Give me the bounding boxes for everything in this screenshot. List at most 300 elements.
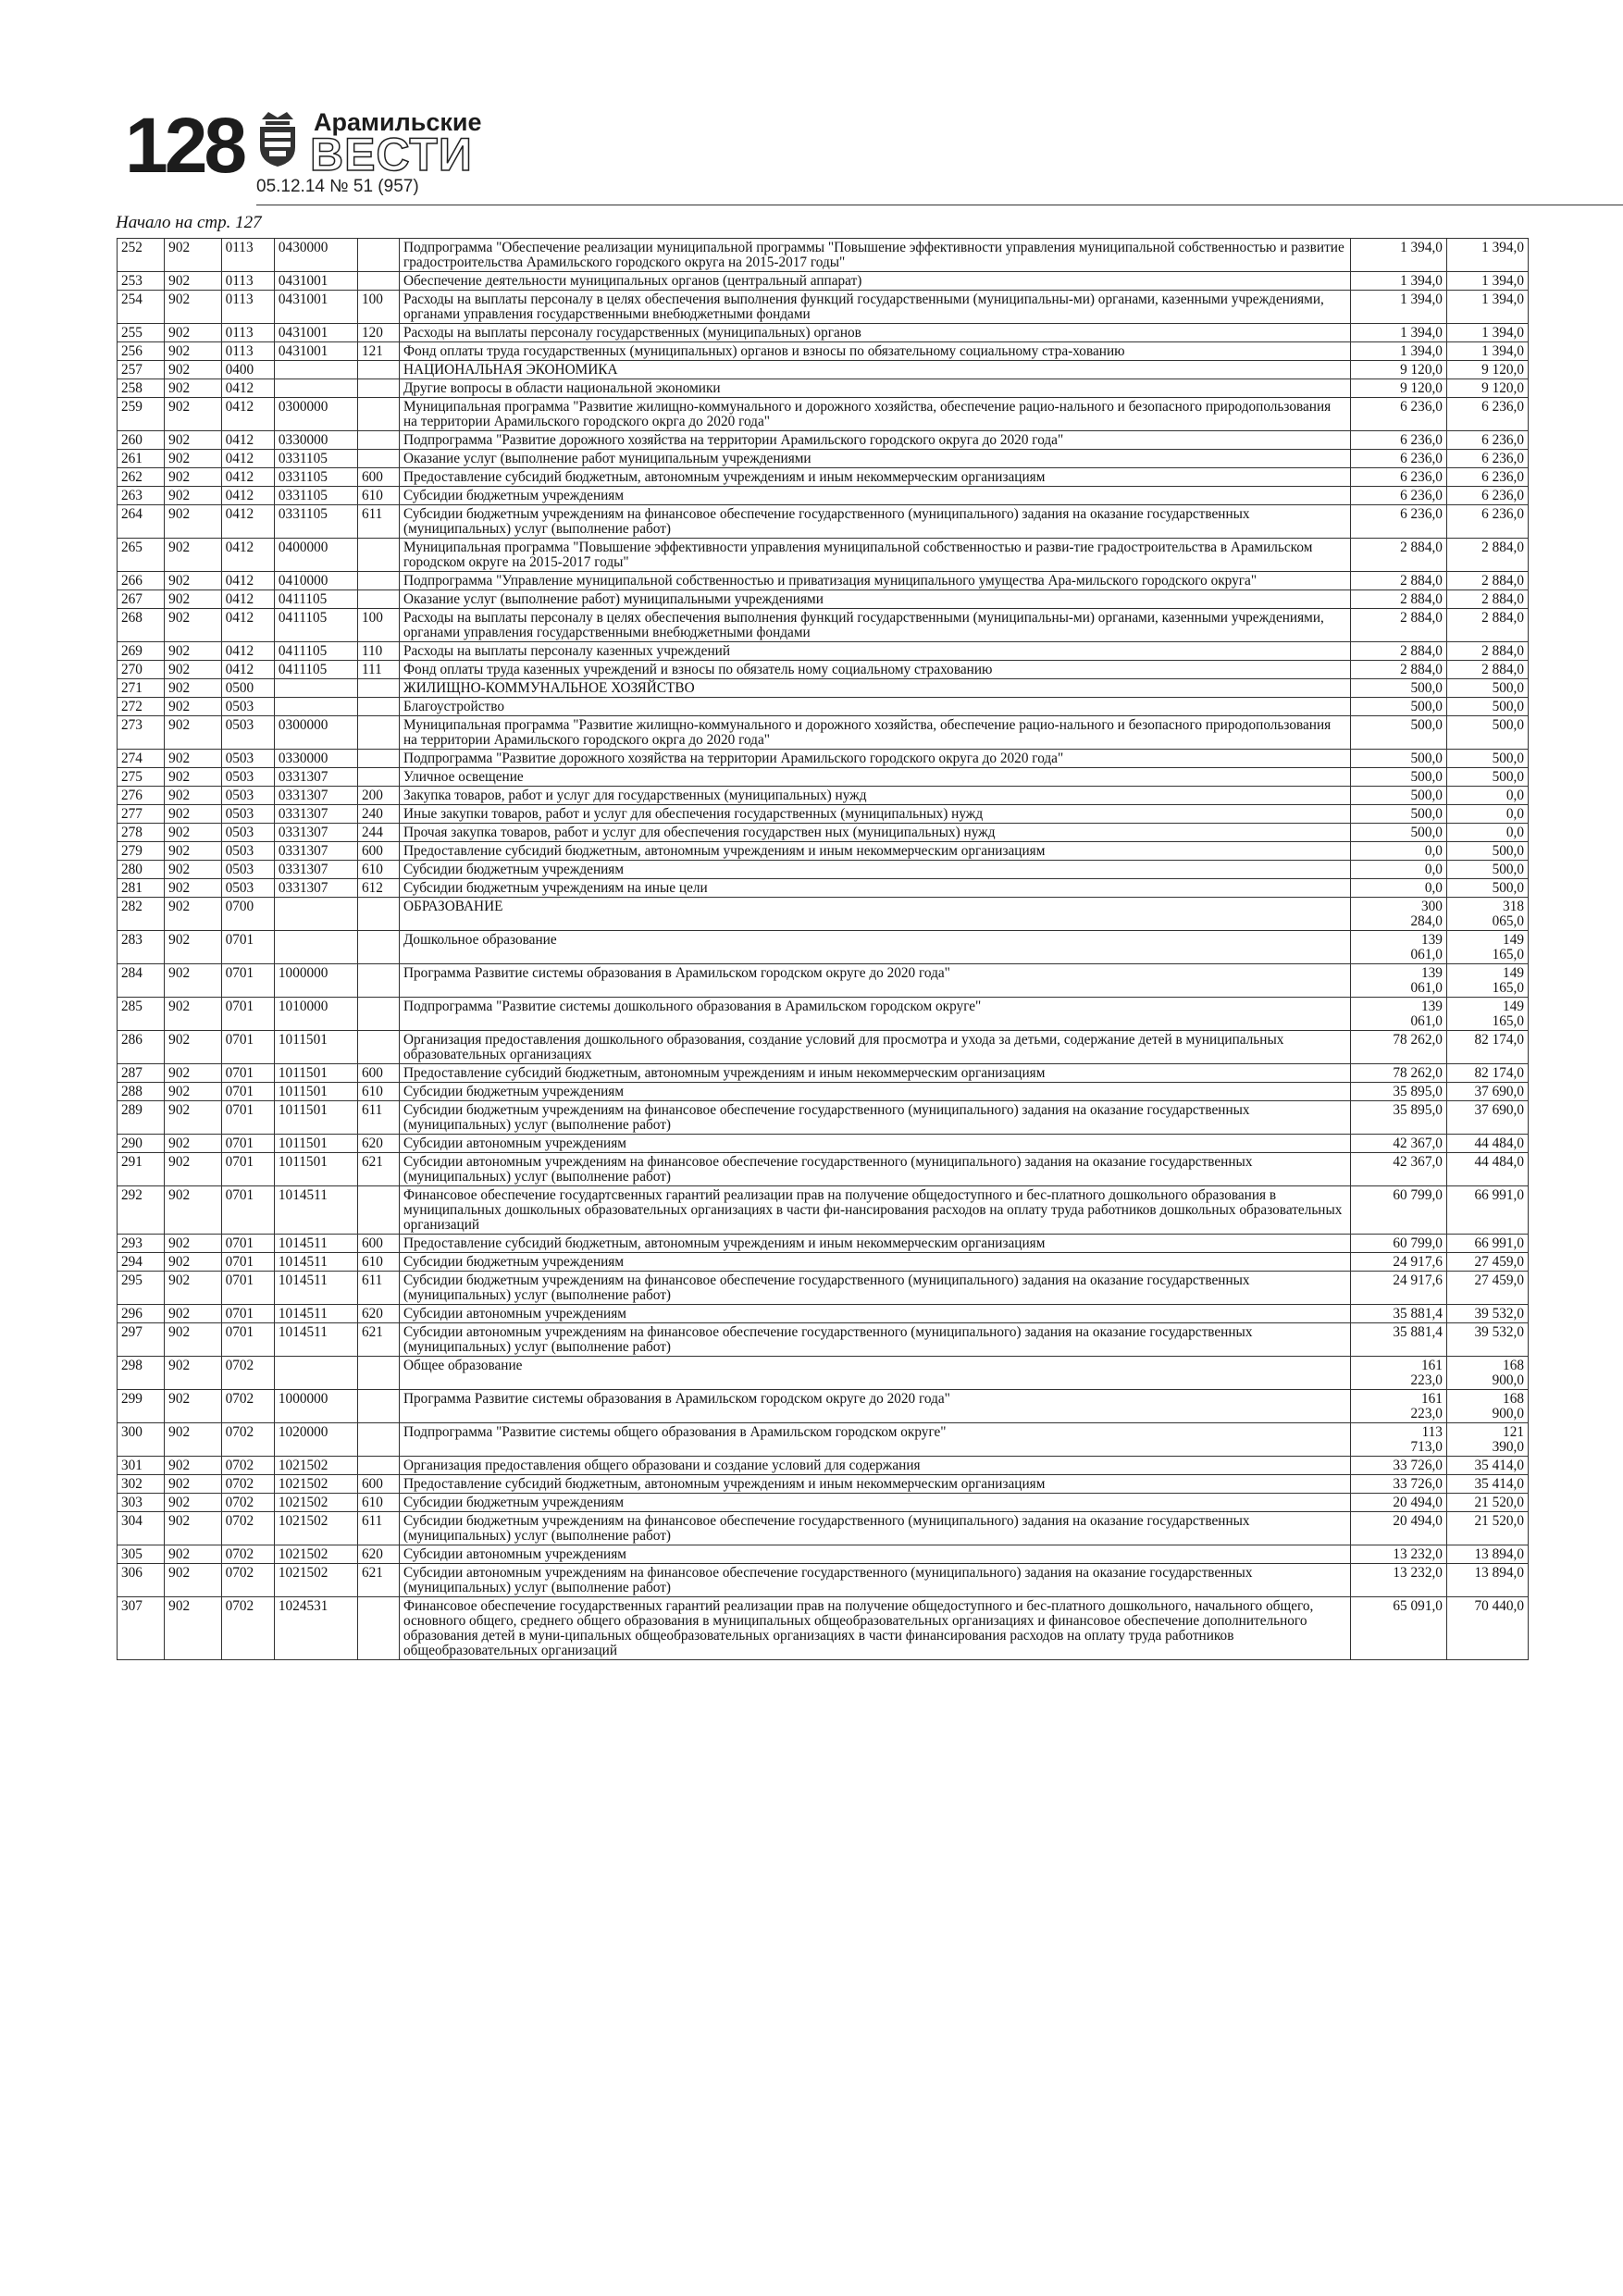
target-article: 1000000	[274, 964, 357, 998]
target-article: 1014511	[274, 1272, 357, 1305]
amount-2017: 21 520,0	[1446, 1512, 1528, 1545]
admin-code: 902	[165, 1272, 221, 1305]
table-row	[118, 964, 1529, 998]
expense-type: 110	[357, 642, 399, 661]
expense-type	[357, 1423, 399, 1457]
section-code: 0701	[221, 1323, 274, 1357]
item-name: Фонд оплаты труда казенных учреждений и взносы по обязатель ному социальному страхованию	[399, 661, 1350, 679]
table-row	[118, 1272, 1529, 1305]
admin-code: 902	[165, 1357, 221, 1390]
admin-code: 902	[165, 1064, 221, 1083]
section-code: 0113	[221, 272, 274, 291]
item-name: Программа Развитие системы образования в Арамильском городском округе до 2020 года"	[399, 1390, 1350, 1423]
table-row	[118, 898, 1529, 931]
table-row	[118, 1457, 1529, 1475]
expense-type	[357, 1597, 399, 1660]
target-article: 1011501	[274, 1153, 357, 1186]
amount-2017: 39 532,0	[1446, 1305, 1528, 1323]
target-article: 1024531	[274, 1597, 357, 1660]
amount-2016: 2 884,0	[1350, 609, 1446, 642]
target-article: 1021502	[274, 1512, 357, 1545]
section-code: 0412	[221, 487, 274, 505]
table-row	[118, 1475, 1529, 1494]
section-code: 0412	[221, 609, 274, 642]
row-number: 302	[118, 1475, 165, 1494]
item-name: Расходы на выплаты персоналу казенных учреждений	[399, 642, 1350, 661]
item-name: Общее образование	[399, 1357, 1350, 1390]
target-article: 0300000	[274, 716, 357, 750]
row-number: 285	[118, 998, 165, 1031]
amount-2017: 27 459,0	[1446, 1253, 1528, 1272]
amount-2017: 2 884,0	[1446, 539, 1528, 572]
amount-2016: 500,0	[1350, 768, 1446, 787]
item-name: Предоставление субсидий бюджетным, автономным учреждениям и иным некоммерческим организациям	[399, 842, 1350, 861]
row-number: 256	[118, 342, 165, 361]
table-row	[118, 931, 1529, 964]
admin-code: 902	[165, 931, 221, 964]
amount-2016: 2 884,0	[1350, 572, 1446, 590]
section-code: 0503	[221, 861, 274, 879]
target-article: 0331307	[274, 824, 357, 842]
expense-type	[357, 1357, 399, 1390]
table-row	[118, 787, 1529, 805]
section-code: 0412	[221, 398, 274, 431]
section-code: 0412	[221, 431, 274, 450]
target-article: 0331307	[274, 768, 357, 787]
amount-2016: 500,0	[1350, 698, 1446, 716]
amount-2017: 2 884,0	[1446, 590, 1528, 609]
section-code: 0701	[221, 1186, 274, 1235]
target-article: 0400000	[274, 539, 357, 572]
table-row	[118, 1545, 1529, 1564]
amount-2017: 82 174,0	[1446, 1064, 1528, 1083]
amount-2017: 500,0	[1446, 698, 1528, 716]
admin-code: 902	[165, 1186, 221, 1235]
row-number: 261	[118, 450, 165, 468]
table-row	[118, 539, 1529, 572]
amount-2016: 20 494,0	[1350, 1494, 1446, 1512]
table-row	[118, 505, 1529, 539]
amount-2017: 121 390,0	[1446, 1423, 1528, 1457]
admin-code: 902	[165, 1597, 221, 1660]
target-article	[274, 379, 357, 398]
table-row	[118, 1101, 1529, 1135]
section-code: 0113	[221, 291, 274, 324]
item-name: Субсидии бюджетным учреждениям на финансовое обеспечение государственного (муниципального) задания на оказание государственных (муниципальных) услуг (выполнение работ)	[399, 505, 1350, 539]
page-header	[116, 97, 1527, 213]
amount-2017: 9 120,0	[1446, 361, 1528, 379]
row-number: 279	[118, 842, 165, 861]
target-article: 1021502	[274, 1457, 357, 1475]
section-code: 0412	[221, 642, 274, 661]
section-code: 0702	[221, 1457, 274, 1475]
target-article: 1021502	[274, 1475, 357, 1494]
expense-type	[357, 539, 399, 572]
target-article: 0330000	[274, 431, 357, 450]
amount-2017: 21 520,0	[1446, 1494, 1528, 1512]
table-row	[118, 1305, 1529, 1323]
amount-2016: 24 917,6	[1350, 1253, 1446, 1272]
table-row	[118, 1323, 1529, 1357]
row-number: 252	[118, 239, 165, 272]
row-number: 271	[118, 679, 165, 698]
section-code: 0503	[221, 750, 274, 768]
amount-2016: 13 232,0	[1350, 1564, 1446, 1597]
amount-2017: 318 065,0	[1446, 898, 1528, 931]
amount-2016: 33 726,0	[1350, 1475, 1446, 1494]
amount-2016: 20 494,0	[1350, 1512, 1446, 1545]
expense-type	[357, 1186, 399, 1235]
row-number: 290	[118, 1135, 165, 1153]
table-row	[118, 861, 1529, 879]
admin-code: 902	[165, 1475, 221, 1494]
amount-2017: 149 165,0	[1446, 998, 1528, 1031]
amount-2017: 1 394,0	[1446, 324, 1528, 342]
section-code: 0702	[221, 1564, 274, 1597]
expense-type	[357, 1031, 399, 1064]
row-number: 286	[118, 1031, 165, 1064]
row-number: 262	[118, 468, 165, 487]
amount-2016: 35 895,0	[1350, 1083, 1446, 1101]
amount-2017: 1 394,0	[1446, 342, 1528, 361]
amount-2017: 9 120,0	[1446, 379, 1528, 398]
admin-code: 902	[165, 879, 221, 898]
row-number: 274	[118, 750, 165, 768]
section-code: 0412	[221, 661, 274, 679]
section-code: 0412	[221, 379, 274, 398]
admin-code: 902	[165, 342, 221, 361]
row-number: 263	[118, 487, 165, 505]
amount-2016: 35 881,4	[1350, 1323, 1446, 1357]
item-name: Предоставление субсидий бюджетным, автономным учреждениям и иным некоммерческим организациям	[399, 1064, 1350, 1083]
expense-type: 100	[357, 609, 399, 642]
item-name: Расходы на выплаты персоналу в целях обеспечения выполнения функций государственными (муниципальны-ми) органами, казенными учреждениями, органами управления государственными внебюджетными фондами	[399, 609, 1350, 642]
amount-2017: 1 394,0	[1446, 239, 1528, 272]
admin-code: 902	[165, 431, 221, 450]
amount-2017: 66 991,0	[1446, 1186, 1528, 1235]
admin-code: 902	[165, 450, 221, 468]
amount-2016: 500,0	[1350, 716, 1446, 750]
expense-type	[357, 1390, 399, 1423]
admin-code: 902	[165, 1323, 221, 1357]
amount-2016: 6 236,0	[1350, 487, 1446, 505]
target-article: 0331105	[274, 505, 357, 539]
target-article: 1011501	[274, 1064, 357, 1083]
row-number: 297	[118, 1323, 165, 1357]
table-row	[118, 1390, 1529, 1423]
item-name: Уличное освещение	[399, 768, 1350, 787]
row-number: 294	[118, 1253, 165, 1272]
amount-2016: 500,0	[1350, 679, 1446, 698]
section-code: 0503	[221, 768, 274, 787]
table-row	[118, 768, 1529, 787]
amount-2017: 37 690,0	[1446, 1101, 1528, 1135]
row-number: 295	[118, 1272, 165, 1305]
expense-type: 611	[357, 1272, 399, 1305]
target-article: 1010000	[274, 998, 357, 1031]
amount-2016: 139 061,0	[1350, 998, 1446, 1031]
row-number: 264	[118, 505, 165, 539]
row-number: 278	[118, 824, 165, 842]
amount-2016: 9 120,0	[1350, 361, 1446, 379]
row-number: 268	[118, 609, 165, 642]
amount-2017: 500,0	[1446, 861, 1528, 879]
item-name: Субсидии бюджетным учреждениям	[399, 1253, 1350, 1272]
amount-2016: 42 367,0	[1350, 1153, 1446, 1186]
row-number: 281	[118, 879, 165, 898]
section-code: 0700	[221, 898, 274, 931]
admin-code: 902	[165, 716, 221, 750]
amount-2017: 82 174,0	[1446, 1031, 1528, 1064]
admin-code: 902	[165, 750, 221, 768]
item-name: Прочая закупка товаров, работ и услуг для обеспечения государствен ных (муниципальных) нужд	[399, 824, 1350, 842]
amount-2016: 6 236,0	[1350, 450, 1446, 468]
item-name: Подпрограмма "Развитие системы дошкольного образования в Арамильском городском округе"	[399, 998, 1350, 1031]
admin-code: 902	[165, 468, 221, 487]
item-name: Иные закупки товаров, работ и услуг для обеспечения государственных (муниципальных) нужд	[399, 805, 1350, 824]
amount-2017: 27 459,0	[1446, 1272, 1528, 1305]
item-name: Субсидии бюджетным учреждениям на финансовое обеспечение государственного (муниципального) задания на оказание государственных (муниципальных) услуг (выполнение работ)	[399, 1272, 1350, 1305]
target-article: 1014511	[274, 1186, 357, 1235]
section-code: 0113	[221, 342, 274, 361]
expense-type: 600	[357, 468, 399, 487]
amount-2016: 6 236,0	[1350, 468, 1446, 487]
row-number: 254	[118, 291, 165, 324]
section-code: 0702	[221, 1597, 274, 1660]
table-row	[118, 291, 1529, 324]
expense-type: 620	[357, 1545, 399, 1564]
amount-2017: 44 484,0	[1446, 1153, 1528, 1186]
target-article: 1014511	[274, 1253, 357, 1272]
expense-type	[357, 898, 399, 931]
table-row	[118, 324, 1529, 342]
target-article: 0411105	[274, 590, 357, 609]
amount-2016: 65 091,0	[1350, 1597, 1446, 1660]
table-row	[118, 1135, 1529, 1153]
amount-2016: 161 223,0	[1350, 1390, 1446, 1423]
section-code: 0701	[221, 1305, 274, 1323]
target-article: 0331105	[274, 450, 357, 468]
expense-type	[357, 716, 399, 750]
amount-2017: 35 414,0	[1446, 1475, 1528, 1494]
section-code: 0701	[221, 998, 274, 1031]
row-number: 303	[118, 1494, 165, 1512]
section-code: 0412	[221, 505, 274, 539]
row-number: 272	[118, 698, 165, 716]
row-number: 296	[118, 1305, 165, 1323]
section-code: 0400	[221, 361, 274, 379]
amount-2016: 139 061,0	[1350, 964, 1446, 998]
amount-2017: 0,0	[1446, 824, 1528, 842]
expense-type	[357, 431, 399, 450]
section-code: 0702	[221, 1494, 274, 1512]
item-name: Субсидии автономным учреждениям	[399, 1135, 1350, 1153]
section-code: 0503	[221, 879, 274, 898]
expense-type: 621	[357, 1564, 399, 1597]
expense-type: 121	[357, 342, 399, 361]
table-row	[118, 679, 1529, 698]
table-row	[118, 468, 1529, 487]
row-number: 277	[118, 805, 165, 824]
row-number: 293	[118, 1235, 165, 1253]
item-name: Предоставление субсидий бюджетным, автономным учреждениям и иным некоммерческим организациям	[399, 468, 1350, 487]
item-name: Программа Развитие системы образования в Арамильском городском округе до 2020 года"	[399, 964, 1350, 998]
amount-2016: 6 236,0	[1350, 398, 1446, 431]
section-code: 0503	[221, 842, 274, 861]
expense-type	[357, 750, 399, 768]
expense-type: 100	[357, 291, 399, 324]
target-article: 0330000	[274, 750, 357, 768]
amount-2016: 35 881,4	[1350, 1305, 1446, 1323]
table-row	[118, 998, 1529, 1031]
section-code: 0503	[221, 716, 274, 750]
target-article: 1011501	[274, 1101, 357, 1135]
section-code: 0702	[221, 1545, 274, 1564]
admin-code: 902	[165, 539, 221, 572]
amount-2017: 6 236,0	[1446, 450, 1528, 468]
expense-type	[357, 361, 399, 379]
amount-2017: 168 900,0	[1446, 1357, 1528, 1390]
row-number: 253	[118, 272, 165, 291]
row-number: 283	[118, 931, 165, 964]
section-code: 0412	[221, 572, 274, 590]
row-number: 307	[118, 1597, 165, 1660]
amount-2016: 60 799,0	[1350, 1186, 1446, 1235]
amount-2017: 0,0	[1446, 787, 1528, 805]
section-code: 0412	[221, 590, 274, 609]
page-number: 128	[125, 102, 244, 189]
target-article	[274, 698, 357, 716]
item-name: Подпрограмма "Обеспечение реализации муниципальной программы "Повышение эффективности управления муниципальной собственностью и развитие градостроительства Арамильского городского округа на 2015-2017 годы"	[399, 239, 1350, 272]
table-row	[118, 342, 1529, 361]
expense-type: 612	[357, 879, 399, 898]
expense-type: 621	[357, 1153, 399, 1186]
item-name: Оказание услуг (выполнение работ) муниципальными учреждениями	[399, 590, 1350, 609]
target-article: 0411105	[274, 642, 357, 661]
admin-code: 902	[165, 787, 221, 805]
row-number: 304	[118, 1512, 165, 1545]
amount-2017: 0,0	[1446, 805, 1528, 824]
row-number: 255	[118, 324, 165, 342]
admin-code: 902	[165, 590, 221, 609]
item-name: Субсидии автономным учреждениям	[399, 1545, 1350, 1564]
amount-2016: 33 726,0	[1350, 1457, 1446, 1475]
expense-type: 620	[357, 1135, 399, 1153]
row-number: 280	[118, 861, 165, 879]
section-code: 0702	[221, 1512, 274, 1545]
amount-2016: 78 262,0	[1350, 1031, 1446, 1064]
row-number: 260	[118, 431, 165, 450]
amount-2016: 6 236,0	[1350, 431, 1446, 450]
target-article	[274, 361, 357, 379]
item-name: Субсидии бюджетным учреждениям	[399, 1083, 1350, 1101]
item-name: Предоставление субсидий бюджетным, автономным учреждениям и иным некоммерческим организациям	[399, 1475, 1350, 1494]
admin-code: 902	[165, 361, 221, 379]
target-article: 0431001	[274, 342, 357, 361]
amount-2017: 2 884,0	[1446, 642, 1528, 661]
section-code: 0701	[221, 1101, 274, 1135]
amount-2017: 2 884,0	[1446, 572, 1528, 590]
budget-table-body	[118, 239, 1529, 1660]
table-row	[118, 239, 1529, 272]
admin-code: 902	[165, 898, 221, 931]
admin-code: 902	[165, 998, 221, 1031]
section-code: 0701	[221, 1153, 274, 1186]
admin-code: 902	[165, 1305, 221, 1323]
amount-2016: 1 394,0	[1350, 324, 1446, 342]
table-row	[118, 272, 1529, 291]
row-number: 265	[118, 539, 165, 572]
section-code: 0701	[221, 931, 274, 964]
section-code: 0701	[221, 1253, 274, 1272]
target-article: 1021502	[274, 1564, 357, 1597]
admin-code: 902	[165, 1545, 221, 1564]
table-row	[118, 1564, 1529, 1597]
target-article: 0331307	[274, 861, 357, 879]
item-name: Финансовое обеспечение государственных гарантий реализации прав на получение общедоступного и бес-платного дошкольного, начального общего, основного общего, среднего общего образования в муниципальных общеобразовательных организациях и финансовое обеспечение дополнительного образования детей в муни-ципальных общеобразовательных организациях в части финансирования расходов на оплату труда работников общеобразовательных организаций	[399, 1597, 1350, 1660]
admin-code: 902	[165, 1564, 221, 1597]
admin-code: 902	[165, 239, 221, 272]
table-row	[118, 609, 1529, 642]
admin-code: 902	[165, 698, 221, 716]
admin-code: 902	[165, 1423, 221, 1457]
expense-type	[357, 239, 399, 272]
row-number: 258	[118, 379, 165, 398]
target-article: 0431001	[274, 272, 357, 291]
target-article: 1000000	[274, 1390, 357, 1423]
expense-type	[357, 931, 399, 964]
amount-2017: 6 236,0	[1446, 468, 1528, 487]
expense-type	[357, 679, 399, 698]
admin-code: 902	[165, 609, 221, 642]
item-name: Субсидии бюджетным учреждениям	[399, 861, 1350, 879]
table-row	[118, 1357, 1529, 1390]
row-number: 282	[118, 898, 165, 931]
target-article: 0331105	[274, 487, 357, 505]
row-number: 273	[118, 716, 165, 750]
amount-2017: 1 394,0	[1446, 291, 1528, 324]
amount-2017: 35 414,0	[1446, 1457, 1528, 1475]
section-code: 0503	[221, 805, 274, 824]
amount-2017: 168 900,0	[1446, 1390, 1528, 1423]
item-name: НАЦИОНАЛЬНАЯ ЭКОНОМИКА	[399, 361, 1350, 379]
amount-2016: 2 884,0	[1350, 642, 1446, 661]
admin-code: 902	[165, 1457, 221, 1475]
budget-table	[117, 238, 1529, 1660]
amount-2017: 149 165,0	[1446, 931, 1528, 964]
target-article: 0331105	[274, 468, 357, 487]
table-row	[118, 1512, 1529, 1545]
admin-code: 902	[165, 1135, 221, 1153]
amount-2016: 500,0	[1350, 824, 1446, 842]
amount-2017: 500,0	[1446, 842, 1528, 861]
amount-2017: 6 236,0	[1446, 487, 1528, 505]
amount-2016: 500,0	[1350, 750, 1446, 768]
item-name: Подпрограмма "Развитие системы общего образования в Арамильском городском округе"	[399, 1423, 1350, 1457]
target-article: 0411105	[274, 661, 357, 679]
expense-type: 111	[357, 661, 399, 679]
table-row	[118, 431, 1529, 450]
expense-type: 244	[357, 824, 399, 842]
coat-of-arms-icon	[256, 110, 299, 168]
amount-2016: 78 262,0	[1350, 1064, 1446, 1083]
section-code: 0412	[221, 450, 274, 468]
item-name: Субсидии бюджетным учреждениям на иные цели	[399, 879, 1350, 898]
expense-type	[357, 398, 399, 431]
amount-2016: 24 917,6	[1350, 1272, 1446, 1305]
row-number: 267	[118, 590, 165, 609]
admin-code: 902	[165, 572, 221, 590]
